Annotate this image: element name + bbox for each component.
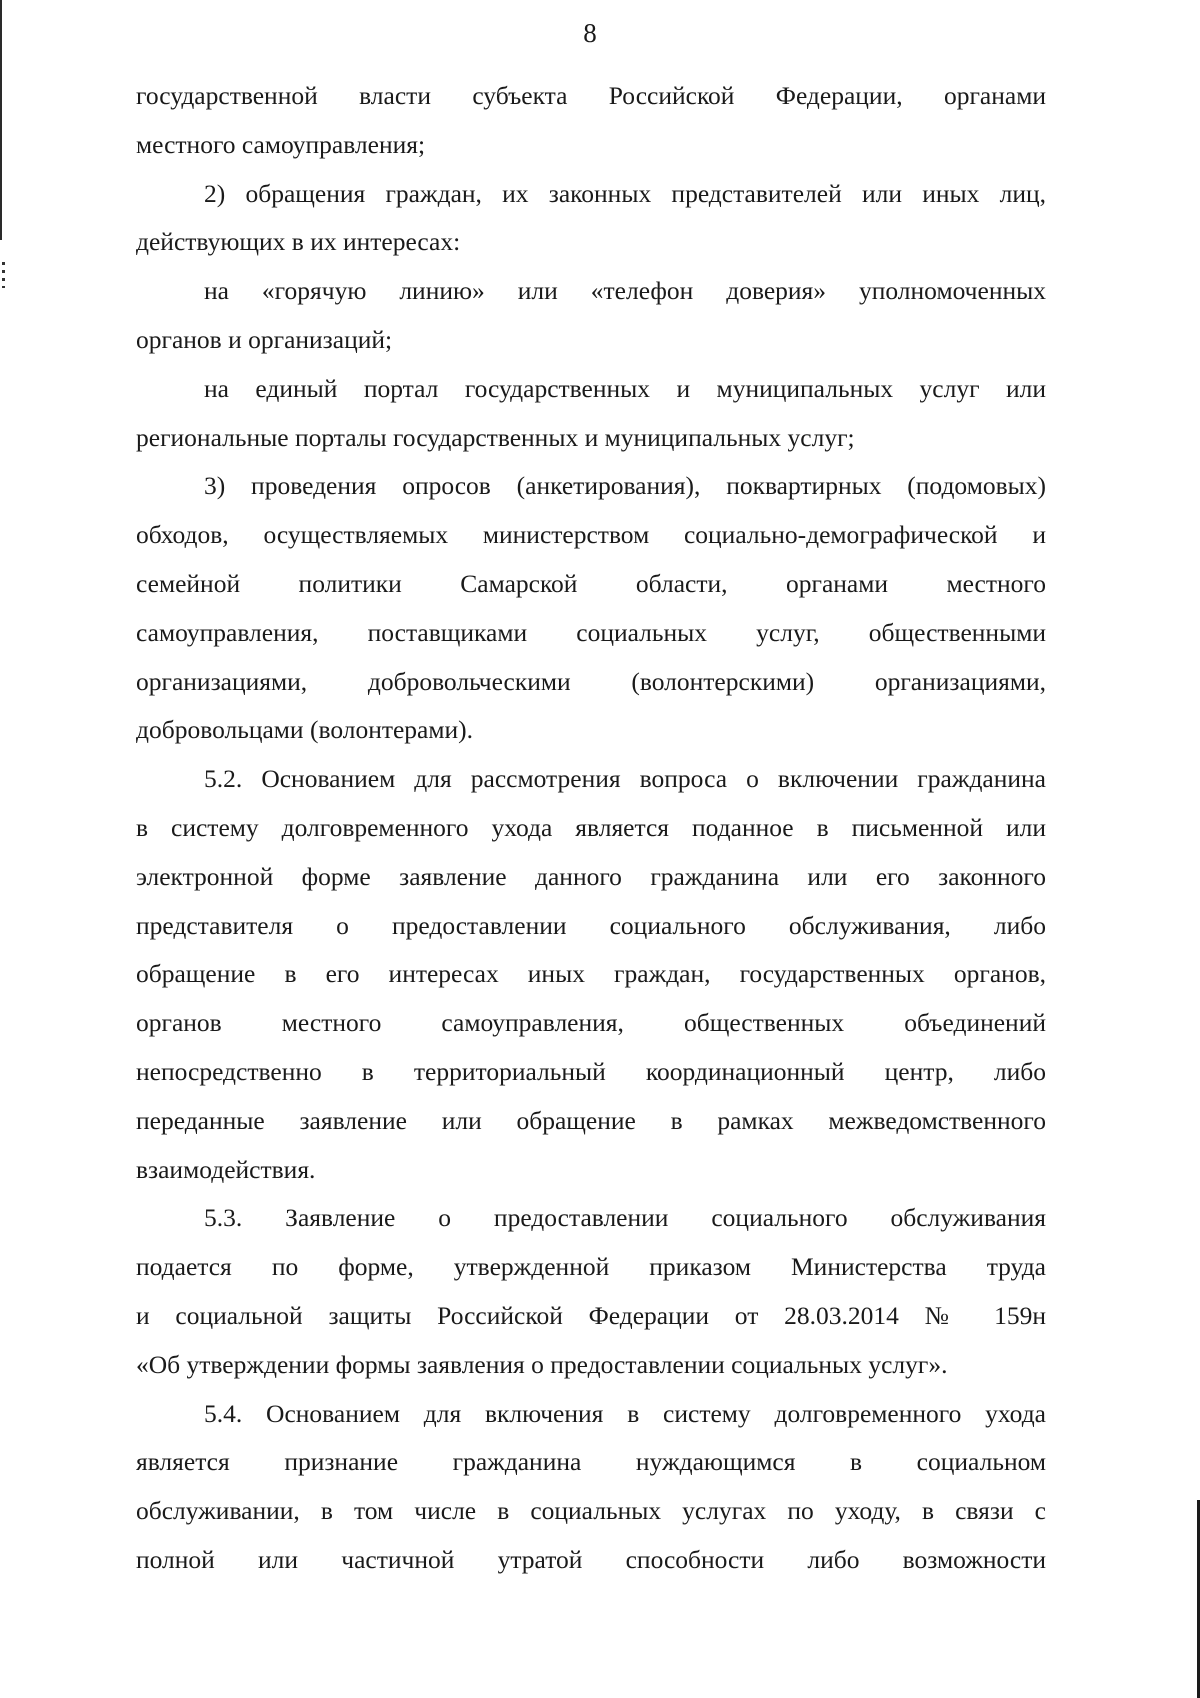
text-line: представителя о предоставлении социального обслуживания, либо	[136, 910, 1046, 940]
text-line: добровольцами (волонтерами).	[136, 715, 474, 745]
text-line: на «горячую линию» или «телефон доверия» уполномоченных	[204, 276, 1046, 306]
page-number: 8	[583, 18, 597, 48]
text-line: 2) обращения граждан, их законных представителей или иных лиц,	[204, 178, 1046, 208]
text-line: и социальной защиты Российской Федерации от 28.03.2014 № 159н	[136, 1300, 1046, 1330]
text-line: 5.3. Заявление о предоставлении социального обслуживания	[204, 1203, 1046, 1233]
text-line: 5.2. Основанием для рассмотрения вопроса о включении гражданина	[204, 764, 1046, 794]
text-line: самоуправления, поставщиками социальных услуг, общественными	[136, 617, 1046, 647]
scan-artifact-dots	[2, 262, 5, 288]
text-line: действующих в их интересах:	[136, 227, 461, 257]
text-line: государственной власти субъекта Российской Федерации, органами	[136, 81, 1046, 110]
text-line: обходов, осуществляемых министерством социально-демографической и	[136, 520, 1046, 550]
text-line: полной или частичной утратой способности либо возможности	[136, 1544, 1046, 1574]
text-line: «Об утверждении формы заявления о предоставлении социальных услуг».	[136, 1349, 948, 1379]
document-body	[136, 72, 1046, 1585]
text-line: взаимодействия.	[136, 1154, 316, 1184]
text-line: организациями, добровольческими (волонтерскими) организациями,	[136, 666, 1046, 696]
text-line: обслуживании, в том числе в социальных услугах по уходу, в связи с	[136, 1496, 1046, 1526]
text-line: подается по форме, утвержденной приказом Министерства труда	[136, 1252, 1046, 1282]
text-line: является признание гражданина нуждающимся в социальном	[136, 1447, 1046, 1477]
text-line: непосредственно в территориальный координационный центр, либо	[136, 1056, 1046, 1086]
text-line: на единый портал государственных и муниципальных услуг или	[204, 373, 1046, 403]
text-line: электронной форме заявление данного гражданина или его законного	[136, 861, 1046, 891]
text-line: семейной политики Самарской области, органами местного	[136, 568, 1046, 598]
text-line: обращение в его интересах иных граждан, государственных органов,	[136, 959, 1046, 989]
text-line: органов и организаций;	[136, 324, 393, 354]
text-line: 5.4. Основанием для включения в систему долговременного ухода	[204, 1398, 1046, 1428]
text-line: региональные порталы государственных и муниципальных услуг;	[136, 422, 855, 452]
text-line: в систему долговременного ухода является поданное в письменной или	[136, 812, 1046, 842]
text-line: органов местного самоуправления, общественных объединений	[136, 1008, 1046, 1038]
text-line: переданные заявление или обращение в рамках межведомственного	[136, 1105, 1046, 1135]
text-line: 3) проведения опросов (анкетирования), поквартирных (подомовых)	[204, 471, 1046, 501]
text-line: местного самоуправления;	[136, 129, 426, 159]
